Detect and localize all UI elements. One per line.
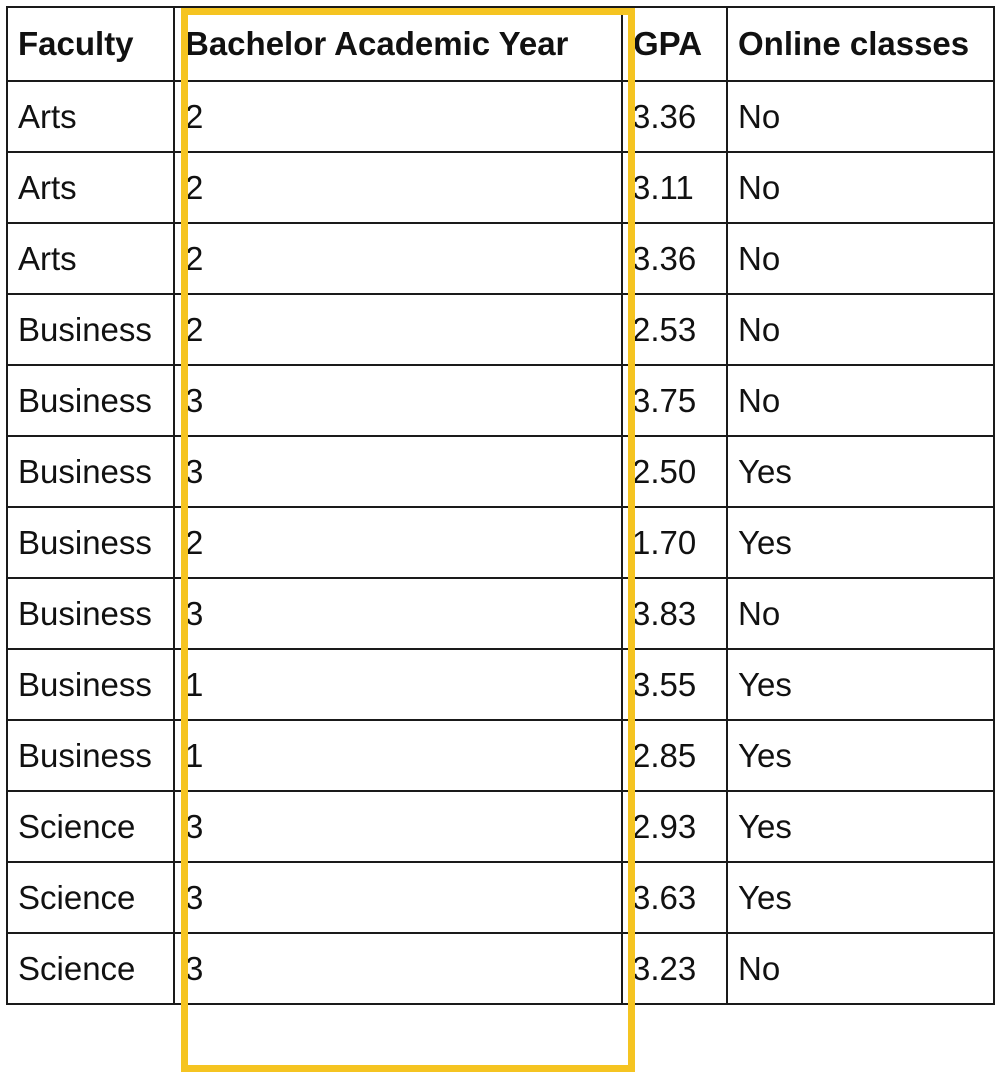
cell-faculty: Science [7, 862, 174, 933]
cell-faculty: Business [7, 294, 174, 365]
cell-faculty: Science [7, 791, 174, 862]
cell-gpa: 3.36 [622, 223, 727, 294]
cell-gpa: 2.50 [622, 436, 727, 507]
data-table-container [6, 6, 995, 1005]
table-row [7, 933, 994, 1004]
cell-gpa: 1.70 [622, 507, 727, 578]
header-gpa: GPA [622, 7, 727, 81]
cell-online-classes: No [727, 294, 994, 365]
cell-bachelor-academic-year: 3 [174, 862, 622, 933]
cell-bachelor-academic-year: 1 [174, 649, 622, 720]
table-row [7, 81, 994, 152]
cell-online-classes: No [727, 578, 994, 649]
cell-online-classes: Yes [727, 436, 994, 507]
table-row [7, 791, 994, 862]
cell-online-classes: No [727, 152, 994, 223]
cell-gpa: 3.63 [622, 862, 727, 933]
cell-bachelor-academic-year: 2 [174, 223, 622, 294]
table-row [7, 862, 994, 933]
cell-faculty: Arts [7, 223, 174, 294]
cell-bachelor-academic-year: 2 [174, 152, 622, 223]
cell-online-classes: Yes [727, 649, 994, 720]
cell-bachelor-academic-year: 3 [174, 365, 622, 436]
table-row [7, 578, 994, 649]
cell-gpa: 3.11 [622, 152, 727, 223]
table-row [7, 507, 994, 578]
cell-faculty: Business [7, 507, 174, 578]
cell-bachelor-academic-year: 3 [174, 578, 622, 649]
cell-gpa: 2.93 [622, 791, 727, 862]
cell-online-classes: Yes [727, 720, 994, 791]
cell-bachelor-academic-year: 2 [174, 81, 622, 152]
cell-faculty: Arts [7, 81, 174, 152]
cell-gpa: 3.55 [622, 649, 727, 720]
table-row [7, 365, 994, 436]
cell-gpa: 3.75 [622, 365, 727, 436]
header-row [7, 7, 994, 81]
table-row [7, 720, 994, 791]
table-row [7, 223, 994, 294]
cell-bachelor-academic-year: 2 [174, 294, 622, 365]
header-bachelor-academic-year: Bachelor Academic Year [174, 7, 622, 81]
cell-online-classes: No [727, 81, 994, 152]
cell-online-classes: Yes [727, 507, 994, 578]
cell-bachelor-academic-year: 3 [174, 933, 622, 1004]
cell-online-classes: No [727, 365, 994, 436]
header-online-classes: Online classes [727, 7, 994, 81]
cell-faculty: Business [7, 436, 174, 507]
cell-faculty: Business [7, 720, 174, 791]
cell-gpa: 2.85 [622, 720, 727, 791]
table-row [7, 649, 994, 720]
cell-gpa: 3.83 [622, 578, 727, 649]
cell-bachelor-academic-year: 1 [174, 720, 622, 791]
cell-faculty: Business [7, 649, 174, 720]
header-faculty: Faculty [7, 7, 174, 81]
cell-faculty: Science [7, 933, 174, 1004]
cell-gpa: 3.36 [622, 81, 727, 152]
student-data-table [6, 6, 995, 1005]
cell-gpa: 3.23 [622, 933, 727, 1004]
table-row [7, 152, 994, 223]
table-row [7, 294, 994, 365]
cell-online-classes: No [727, 223, 994, 294]
cell-bachelor-academic-year: 3 [174, 791, 622, 862]
table-row [7, 436, 994, 507]
cell-faculty: Business [7, 578, 174, 649]
cell-online-classes: Yes [727, 791, 994, 862]
cell-bachelor-academic-year: 2 [174, 507, 622, 578]
cell-online-classes: No [727, 933, 994, 1004]
cell-faculty: Business [7, 365, 174, 436]
table-body [7, 81, 994, 1004]
cell-gpa: 2.53 [622, 294, 727, 365]
cell-faculty: Arts [7, 152, 174, 223]
cell-bachelor-academic-year: 3 [174, 436, 622, 507]
cell-online-classes: Yes [727, 862, 994, 933]
